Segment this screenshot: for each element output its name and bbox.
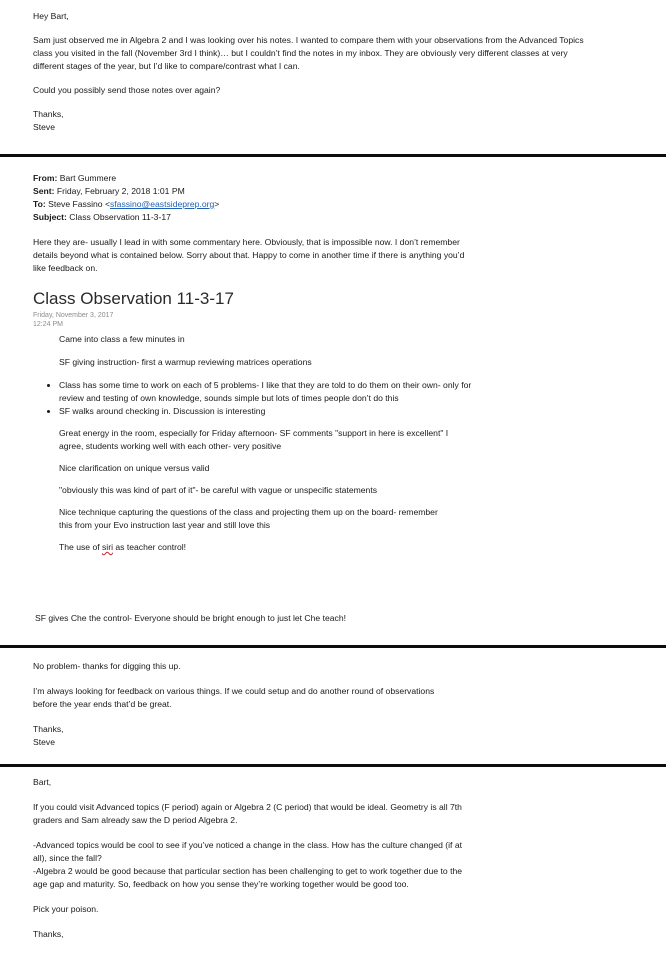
closing: Thanks, — [33, 109, 64, 119]
note-date: Friday, November 3, 2017 — [33, 312, 114, 319]
email-paragraph: Sam just observed me in Algebra 2 and I was looking over his notes. I wanted to compare them with your observations from the Advanced Topics class you visited in the fall (November 3rd I think)… but I couldn’t find the notes in my inbox. They are obviously very different classes at very different stages of the year, but I’d like to compare/contrast what I can. — [33, 35, 584, 71]
note-line: SF giving instruction- first a warmup reviewing matrices operations — [59, 357, 312, 367]
bullet-item: • SF walks around checking in. Discussion is interesting — [59, 405, 483, 418]
observation-notes — [33, 333, 483, 554]
note-line: Nice clarification on unique versus valid — [59, 463, 210, 473]
subject-line — [33, 211, 533, 224]
closing: Thanks, — [33, 929, 64, 939]
note-time: 12:24 PM — [33, 321, 63, 328]
bullet-item: • Class has some time to work on each of 5 problems- I like that they are told to do them on their own- only for review and testing of own knowledge, sounds simple but lots of times people don’t do this — [59, 379, 477, 405]
subject-value: Class Observation 11-3-17 — [69, 212, 171, 222]
email-1 — [33, 4, 593, 134]
note-line: "obviously this was kind of part of it"- be careful with vague or unspecific statements — [59, 485, 378, 495]
note-line — [33, 541, 483, 554]
note-line: Nice technique capturing the questions of the class and projecting them up on the board- remember this from your Evo instruction last year and still love this — [59, 507, 438, 530]
note-line: Great energy in the room, especially for Friday afternoon- SF comments "support in here is excellent" I agree, students working well with each other- very positive — [59, 428, 449, 451]
note-text: The use of — [59, 542, 102, 552]
note-text: as teacher control! — [112, 542, 187, 552]
email-paragraph: I’m always looking for feedback on various things. If we could setup and do another round of observations before the year ends that’d be great. — [33, 686, 435, 709]
greeting: Hey Bart, — [33, 11, 69, 21]
to-name: Steve Fassino < — [48, 199, 110, 209]
from-label: From: — [33, 173, 58, 183]
email-paragraph: -Advanced topics would be cool to see if you’ve noticed a change in the class. How has the culture changed (if at all), since the fall? — [33, 840, 462, 863]
from-line — [33, 172, 533, 185]
note-line: Came into class a few minutes in — [59, 334, 185, 344]
email-body: Here they are- usually I lead in with some commentary here. Obviously, that is impossible now. I don’t remember details beyond what is contained below. Sorry about that. Happy to come in another time if there is anything you’d like feedback on. — [33, 237, 465, 273]
note-meta — [33, 311, 113, 329]
email-4 — [33, 776, 478, 941]
email-paragraph: If you could visit Advanced topics (F period) again or Algebra 2 (C period) that would be ideal. Geometry is all 7th graders and Sam already saw the D period Algebra 2. — [33, 802, 462, 825]
sent-value: Friday, February 2, 2018 1:01 PM — [56, 186, 185, 196]
email-paragraph: Pick your poison. — [33, 904, 99, 914]
message-divider — [0, 645, 666, 648]
signature: Steve — [33, 122, 55, 132]
email-paragraph: -Algebra 2 would be good because that particular section has been challenging to get to work together due to the age gap and maturity. So, feedback on how you sense they’re working together would be good too. — [33, 866, 463, 889]
to-label: To: — [33, 199, 46, 209]
message-divider — [0, 154, 666, 157]
email-link[interactable]: sfassino@eastsideprep.org — [110, 199, 215, 209]
email-paragraph: No problem- thanks for digging this up. — [33, 661, 181, 671]
sent-line — [33, 185, 533, 198]
email-2-header — [33, 172, 533, 275]
misspelled-word: siri — [102, 542, 113, 552]
from-value: Bart Gummere — [59, 173, 117, 183]
note-line: SF gives Che the control- Everyone should be bright enough to just let Che teach! — [35, 613, 346, 623]
sent-label: Sent: — [33, 186, 55, 196]
to-line — [33, 198, 533, 211]
note-title: Class Observation 11-3-17 — [33, 289, 234, 308]
closing: Thanks, — [33, 724, 64, 734]
message-divider — [0, 764, 666, 767]
subject-label: Subject: — [33, 212, 67, 222]
email-3 — [33, 660, 453, 749]
note-bullets — [33, 379, 483, 418]
signature: Steve — [33, 737, 55, 747]
greeting: Bart, — [33, 777, 52, 787]
to-close: > — [214, 199, 220, 209]
email-paragraph: Could you possibly send those notes over again? — [33, 85, 221, 95]
